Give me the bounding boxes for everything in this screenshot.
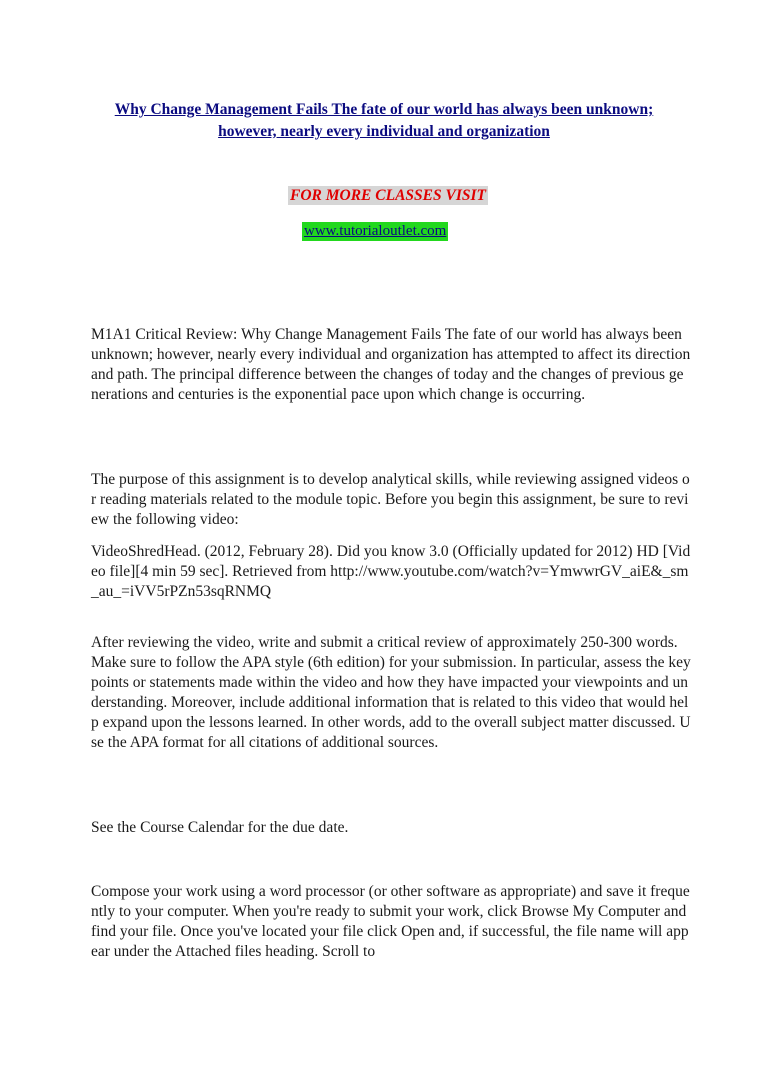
paragraph-purpose: The purpose of this assignment is to develop analytical skills, while reviewing assigned videos or reading materials related to the module topic. Before you begin this assignment, be sure to review the following video: [91,471,690,528]
promo-banner: FOR MORE CLASSES VISIT [290,187,486,204]
paragraph-due-date: See the Course Calendar for the due date. [91,819,349,836]
paragraph-submission: Compose your work using a word processor (or other software as appropriate) and save it frequently to your computer. When you're ready to submit your work, click Browse My Computer and find your file. Once you've located your file click Open and, if successful, the file name will appear under the Attached files heading. Scroll to [91,883,690,960]
document-title: Why Change Management Fails The fate of our world has always been unknown; however, nearly every individual and organization [114,101,654,140]
paragraph-instructions: After reviewing the video, write and submit a critical review of approximately 250-300 words. Make sure to follow the APA style (6th edition) for your submission. In particular, assess the key points or statements made within the video and how they have impacted your viewpoints and understanding. Moreover, include additional information that is related to this video that would help expand upon the lessons learned. In other words, add to the overall subject matter discussed. Use the APA format for all citations of additional sources. [91,634,691,751]
promo-link[interactable]: www.tutorialoutlet.com [304,223,447,239]
paragraph-citation: VideoShredHead. (2012, February 28). Did you know 3.0 (Officially updated for 2012) HD [Video file][4 min 59 sec]. Retrieved from http://www.youtube.com/watch?v=YmwwrGV_aiE&_sm_au_=iVV5rPZn53sqRNMQ [91,543,691,600]
paragraph-intro: M1A1 Critical Review: Why Change Management Fails The fate of our world has always been unknown; however, nearly every individual and organization has attempted to affect its direction and path. The principal difference between the changes of today and the changes of previous generations and centuries is the exponential pace upon which change is occurring. [91,326,691,403]
